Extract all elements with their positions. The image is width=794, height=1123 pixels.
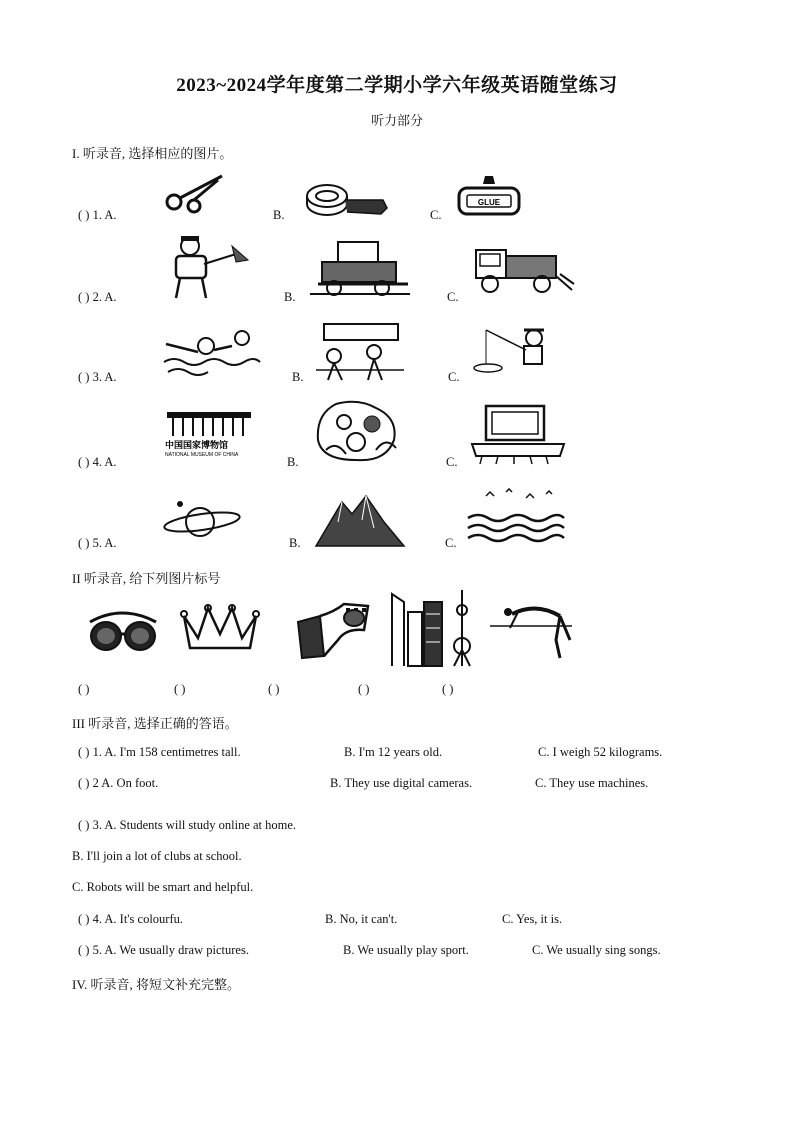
s3-q2-option-b: B. They use digital cameras.	[330, 776, 473, 790]
s3-q5-option-c: C. We usually sing songs.	[532, 943, 661, 957]
section-4-heading: IV. 听录音, 将短文补充完整。	[72, 977, 241, 992]
picture-number-blank-3[interactable]: ( )	[268, 682, 280, 696]
q2-label: ( ) 2. A.	[78, 290, 117, 304]
s3-q3-option-b: B. I'll join a lot of clubs at school.	[72, 849, 242, 863]
s3-q3-option-c: C. Robots will be smart and helpful.	[72, 880, 254, 894]
swimming-icon	[162, 326, 262, 378]
q1-option-c: C.	[430, 208, 442, 222]
planet-icon	[162, 500, 242, 546]
basketball-icon	[310, 322, 410, 382]
q3-label: ( ) 3. A.	[78, 370, 117, 384]
scissors-icon	[160, 172, 228, 214]
street-sweeper-icon	[472, 240, 576, 296]
zoo-icon	[306, 400, 410, 464]
q5-label: ( ) 5. A.	[78, 536, 117, 550]
q1-option-b: B.	[273, 208, 285, 222]
page-subtitle: 听力部分	[370, 113, 423, 128]
computer-icon	[468, 404, 568, 466]
q4-option-b: B.	[287, 455, 299, 469]
s3-q4-option-c: C. Yes, it is.	[502, 912, 563, 926]
s3-q2-option-a: ( ) 2 A. On foot.	[78, 776, 159, 790]
page-title: 2023~2024学年度第二学期小学六年级英语随堂练习	[176, 75, 618, 96]
high-jump-icon	[488, 600, 574, 660]
picture-number-blank-2[interactable]: ( )	[174, 682, 186, 696]
mountain-icon	[314, 492, 406, 548]
crown-icon	[178, 604, 262, 654]
q5-option-c: C.	[445, 536, 457, 550]
q2-option-c: C.	[447, 290, 459, 304]
q2-option-b: B.	[284, 290, 296, 304]
q3-option-b: B.	[292, 370, 304, 384]
tape-roll-icon	[303, 182, 389, 218]
s3-q1-option-b: B. I'm 12 years old.	[344, 745, 443, 759]
s3-q5-option-a: ( ) 5. A. We usually draw pictures.	[78, 943, 249, 957]
glue-label: GLUE	[477, 198, 501, 207]
section-2-heading: II 听录音, 给下列图片标号	[72, 571, 221, 586]
q4-option-c: C.	[446, 455, 458, 469]
s3-q4-option-b: B. No, it can't.	[325, 912, 398, 926]
s3-q1-option-a: ( ) 1. A. I'm 158 centimetres tall.	[78, 745, 241, 759]
picture-number-blank-5[interactable]: ( )	[442, 682, 454, 696]
museum-icon	[165, 410, 255, 458]
q3-option-c: C.	[448, 370, 460, 384]
s3-q5-option-b: B. We usually play sport.	[343, 943, 469, 957]
s3-q3-option-a: ( ) 3. A. Students will study online at home.	[78, 818, 297, 832]
q1-label: ( ) 1. A.	[78, 208, 117, 222]
harvester-icon	[308, 238, 412, 298]
goggles-icon	[86, 600, 160, 660]
section-1-heading: I. 听录音, 选择相应的图片。	[72, 146, 233, 161]
fishing-icon	[468, 324, 552, 376]
picture-number-blank-1[interactable]: ( )	[78, 682, 90, 696]
cleaner-icon	[162, 234, 252, 300]
q4-label: ( ) 4. A.	[78, 455, 117, 469]
city-skyline-icon	[390, 588, 480, 668]
picture-number-blank-4[interactable]: ( )	[358, 682, 370, 696]
museum-cn-label: 中国国家博物馆	[165, 441, 229, 451]
s3-q4-option-a: ( ) 4. A. It's colourfu.	[78, 912, 184, 926]
film-icon	[294, 600, 372, 660]
s3-q1-option-c: C. I weigh 52 kilograms.	[538, 745, 663, 759]
q5-option-b: B.	[289, 536, 301, 550]
s3-q2-option-c: C. They use machines.	[535, 776, 649, 790]
sea-icon	[466, 488, 566, 546]
museum-en-label: NATIONAL MUSEUM OF CHINA	[165, 452, 239, 458]
section-3-heading: III 听录音, 选择正确的答语。	[72, 716, 238, 731]
glue-icon	[455, 174, 523, 216]
